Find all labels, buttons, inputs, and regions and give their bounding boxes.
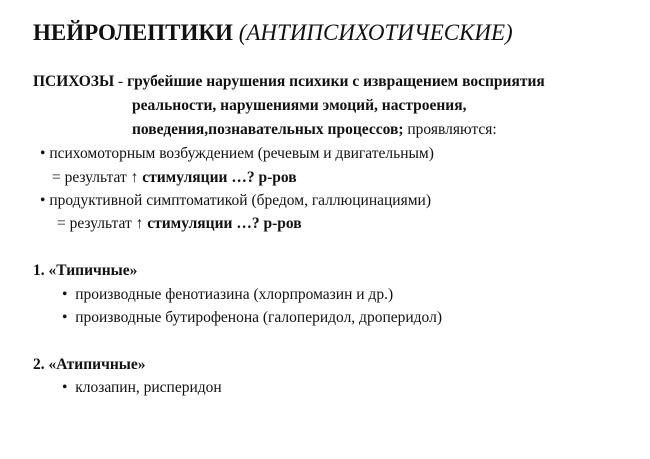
page-title — [33, 19, 513, 47]
bullet-icon: • — [40, 145, 46, 162]
group-heading-typical: 1. «Типичные» — [33, 262, 138, 279]
psychoses-definition-line-3 — [132, 120, 497, 140]
bullet-icon: • — [62, 309, 68, 326]
psychoses-definition-line-2: реальности, нарушениями эмоций, настроения, — [132, 97, 467, 114]
result-mechanism: стимуляции …? р-ров — [147, 215, 302, 232]
list-item-text: клозапин, рисперидон — [75, 379, 222, 396]
manifestation-result — [52, 168, 297, 188]
result-prefix: = результат ↑ — [57, 215, 148, 232]
list-item — [62, 378, 222, 398]
psychoses-dash: - — [114, 73, 128, 90]
manifestation-item — [40, 191, 431, 211]
psychoses-definition-line-1 — [33, 72, 545, 92]
bullet-icon: • — [62, 379, 68, 396]
manifestation-text: продуктивной симптоматикой (бредом, галлюцинациями) — [49, 192, 431, 209]
list-item-text: производные фенотиазина (хлорпромазин и др.) — [75, 286, 394, 303]
result-prefix: = результат ↑ — [52, 169, 143, 186]
psychoses-manifest-intro: проявляются: — [403, 121, 497, 138]
list-item — [62, 285, 393, 305]
title-subtitle: (АНТИПСИХОТИЧЕСКИЕ) — [238, 20, 513, 45]
bullet-icon: • — [62, 286, 68, 303]
title-main: НЕЙРОЛЕПТИКИ — [33, 20, 233, 45]
list-item — [62, 308, 442, 328]
psychoses-definition-part-3: поведения,познавательных процессов; — [132, 121, 404, 138]
psychoses-definition-part-1: грубейшие нарушения психики с извращением восприятия — [127, 73, 545, 90]
manifestation-item — [40, 144, 434, 164]
manifestation-text: психомоторным возбуждением (речевым и двигательным) — [49, 145, 434, 162]
bullet-icon: • — [40, 192, 46, 209]
group-heading-atypical: 2. «Атипичные» — [33, 356, 146, 373]
manifestation-result — [57, 214, 302, 234]
psychoses-term: ПСИХОЗЫ — [33, 73, 115, 90]
result-mechanism: стимуляции …? р-ров — [142, 169, 297, 186]
list-item-text: производные бутирофенона (галоперидол, дроперидол) — [75, 309, 442, 326]
